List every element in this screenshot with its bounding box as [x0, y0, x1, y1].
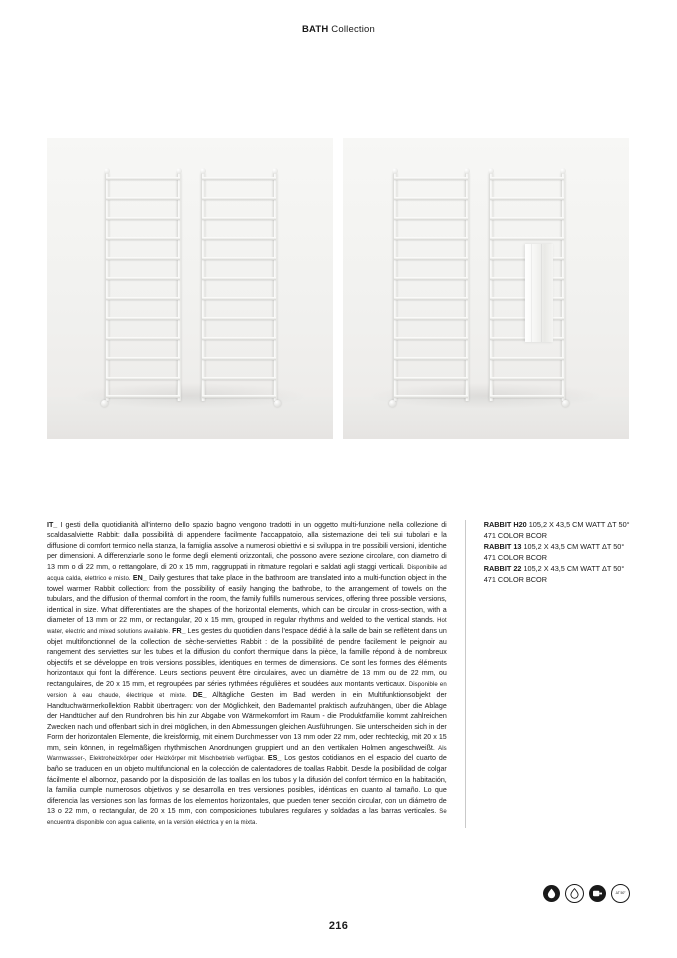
- radiator-cap-top-left: [488, 168, 494, 174]
- header-brand: BATH: [301, 24, 329, 35]
- spec-item: [484, 564, 630, 586]
- radiator-wall-mount: [389, 400, 396, 407]
- rabbit-radiator-b: [201, 173, 277, 401]
- availability-en: Hot water, electric and mixed solutions available.: [47, 618, 447, 636]
- lang-label-es: ES_: [267, 754, 282, 763]
- radiator-post-left: [105, 173, 109, 401]
- hanging-towel: [525, 244, 553, 342]
- spec-code: RABBIT 22: [483, 563, 522, 573]
- radiator-wall-mount: [562, 400, 569, 407]
- radiator-post-left: [393, 173, 397, 401]
- availability-fr: Disponible en version à eau chaude, électrique et mixte.: [47, 681, 447, 699]
- radiator-cap-top-right: [560, 168, 566, 174]
- availability-es: Se encuentra disponible con agua caliente, en la versión eléctrica y en la mixta.: [47, 809, 447, 827]
- description-es: Los gestos cotidianos en el espacio del cuarto de baño se traducen en un objeto multifuncional en la colección de calentadores de toallas Rabbit. Desde la posibilidad de colgar fácilmente el albornoz, pasando por la disposición de las toallas en los tubos y la difusión del confort térmico en la habitación, la familia cumple numerosos objetivos y se desarrolla en tres versiones posibles, idénticas en cuanto al tamaño. Lo que diferencia las versiones son las formas de los elementos horizontales, que pueden tener sección circular, con un diámetro de 13 o 22 mm, o rectangular, de 20 x 15 mm, con composiciones tubulares regulares y soldadas a las barras verticales.: [47, 754, 447, 816]
- radiator-post-left: [489, 173, 493, 401]
- radiator-post-right: [177, 173, 181, 401]
- radiator-post-right: [561, 173, 565, 401]
- spec-code: RABBIT H20: [483, 520, 527, 529]
- radiator-cap-top-right: [272, 168, 278, 174]
- page-content: [47, 520, 630, 828]
- rabbit-radiator-a: [105, 173, 181, 401]
- spec-detail: 105,2 X 43,5 CM WATT ΔT 50° 471 COLOR BCOR: [483, 520, 630, 540]
- specifications-column: [484, 520, 630, 828]
- product-photo-right: [343, 138, 629, 439]
- spec-item: [484, 520, 630, 542]
- radiator-wall-mount: [101, 400, 108, 407]
- radiator-post-right: [465, 173, 469, 401]
- description-en: Daily gestures that take place in the bathroom are translated into a multi-function object in the towel warmer Rabbit collection: from the possibility of easily hanging the bathrobe, to the arrangement of towels on the tubulars, and the diffusion of thermal comfort in the room, the family fulfills numerous services, offering three possible versions, identical in size. What differentiates are the shapes of the horizontal elements, which can be circular in cross-section, with a diameter of 13 mm or 22 mm, or rectangular, 20 x 15 mm, grouped in regular rhythms and welded to the vertical stands.: [47, 573, 447, 625]
- product-photo-left: [47, 138, 333, 439]
- delta-t-label: ΔT 50°: [615, 890, 626, 895]
- electric-icon: [589, 885, 606, 902]
- description-de: Alltägliche Gesten im Bad werden in ein Multifunktionsobjekt der Handtuchwärmerkollektion Rabbit übertragen: von der Möglichkeit, den Bademantel praktisch aufzuhängen, über die Ablage der Handtücher auf den Rundrohren bis hin zur Abgabe von Wärmekomfort im Raum - die Produktfamilie kommt zahlreichen Zwecken nach und offenbart sich in drei möglichen, in den Abmessungen gleichen Ausführungen. Sie unterscheiden sich in der Form der horizontalen Elemente, die kreisförmig, mit einem Durchmesser von 13 mm oder 22 mm, oder rechteckig, mit 20 x 15 mm, sein können, in regelmäßigen rhythmischen Anordnungen gruppiert und an den vertikalen Holmen angeschweißt.: [47, 690, 447, 752]
- availability-it: Disponibile ad acqua calda, elettrico e misto.: [47, 564, 447, 582]
- lang-label-it: IT_: [47, 521, 58, 529]
- spec-item: [484, 542, 630, 564]
- description-column: [47, 520, 447, 828]
- delta-t-icon: [611, 884, 630, 903]
- hot-water-icon: [543, 885, 560, 902]
- radiator-cap-top-right: [464, 168, 470, 174]
- radiator-cap-top-right: [176, 168, 182, 174]
- page-number: 216: [328, 920, 349, 932]
- product-images: [47, 138, 630, 439]
- radiator-post-left: [201, 173, 205, 401]
- rabbit-radiator-c: [393, 173, 469, 401]
- description-it: I gesti della quotidianità all'interno dello spazio bagno vengono tradotti in un oggetto multi-funzione nella collezione di scaldasalviette Rabbit: dalla possibilità di appendere facilmente l'accappatoio, alla sistemazione dei teli sui tubolari e la diffusione di comfort termico nella stanza, la famiglia assolve a numerosi obiettivi e si sviluppa in tre possibili versioni, identiche per dimensioni. A differenziarle sono le forme degli elementi orizzontali, che possono avere sezione circolare, con diametro di 13 mm o di 22 mm, o rettangolare, di 20 x 15 mm, raggruppati in ritmature regolari e saldati agli staggi verticali.: [47, 521, 447, 571]
- lang-label-en: EN_: [132, 573, 147, 582]
- page-header: [0, 24, 677, 35]
- radiator-wall-mount: [274, 400, 281, 407]
- mixed-water-icon: [565, 884, 584, 903]
- description-paragraph: [47, 520, 447, 828]
- radiator-cap-top-left: [200, 168, 206, 174]
- feature-badges: [543, 884, 630, 903]
- spec-detail: 105,2 X 43,5 CM WATT ΔT 50° 471 COLOR BCOR: [483, 541, 625, 562]
- column-divider: [465, 520, 466, 828]
- spec-code: RABBIT 13: [483, 541, 522, 551]
- lang-label-fr: FR_: [172, 627, 186, 636]
- availability-de: Als Warmwasser-, Elektroheizkörper oder Heizkörper mit Mischbetrieb verfügbar.: [47, 745, 447, 763]
- lang-label-de: DE_: [192, 690, 207, 699]
- radiator-cap-top-left: [392, 168, 398, 174]
- spec-detail: 105,2 X 43,5 CM WATT ΔT 50° 471 COLOR BCOR: [483, 563, 625, 584]
- radiator-post-right: [273, 173, 277, 401]
- header-collection: Collection: [328, 24, 376, 35]
- description-fr: Les gestes du quotidien dans l'espace dédié à la salle de bain se reflètent dans un objet multifonctionnel de la collection de sèche-serviettes Rabbit : de la possibilité de pendre facilement le peignoir au rangement des serviettes sur les tubes et la diffusion du confort thermique dans la pièce, la famille répond à de nombreux objectifs et se développe en trois versions possibles, identiques en termes de dimensions. Ce sont les formes des éléments horizontaux qui font la différence. Leurs sections peuvent être circulaires, avec un diamètre de 13 mm ou de 22 mm, ou rectangulaires, de 20 x 15 mm, et regroupées par séries rythmées régulières et soudées aux montants verticaux.: [47, 627, 447, 688]
- radiator-cap-top-left: [104, 168, 110, 174]
